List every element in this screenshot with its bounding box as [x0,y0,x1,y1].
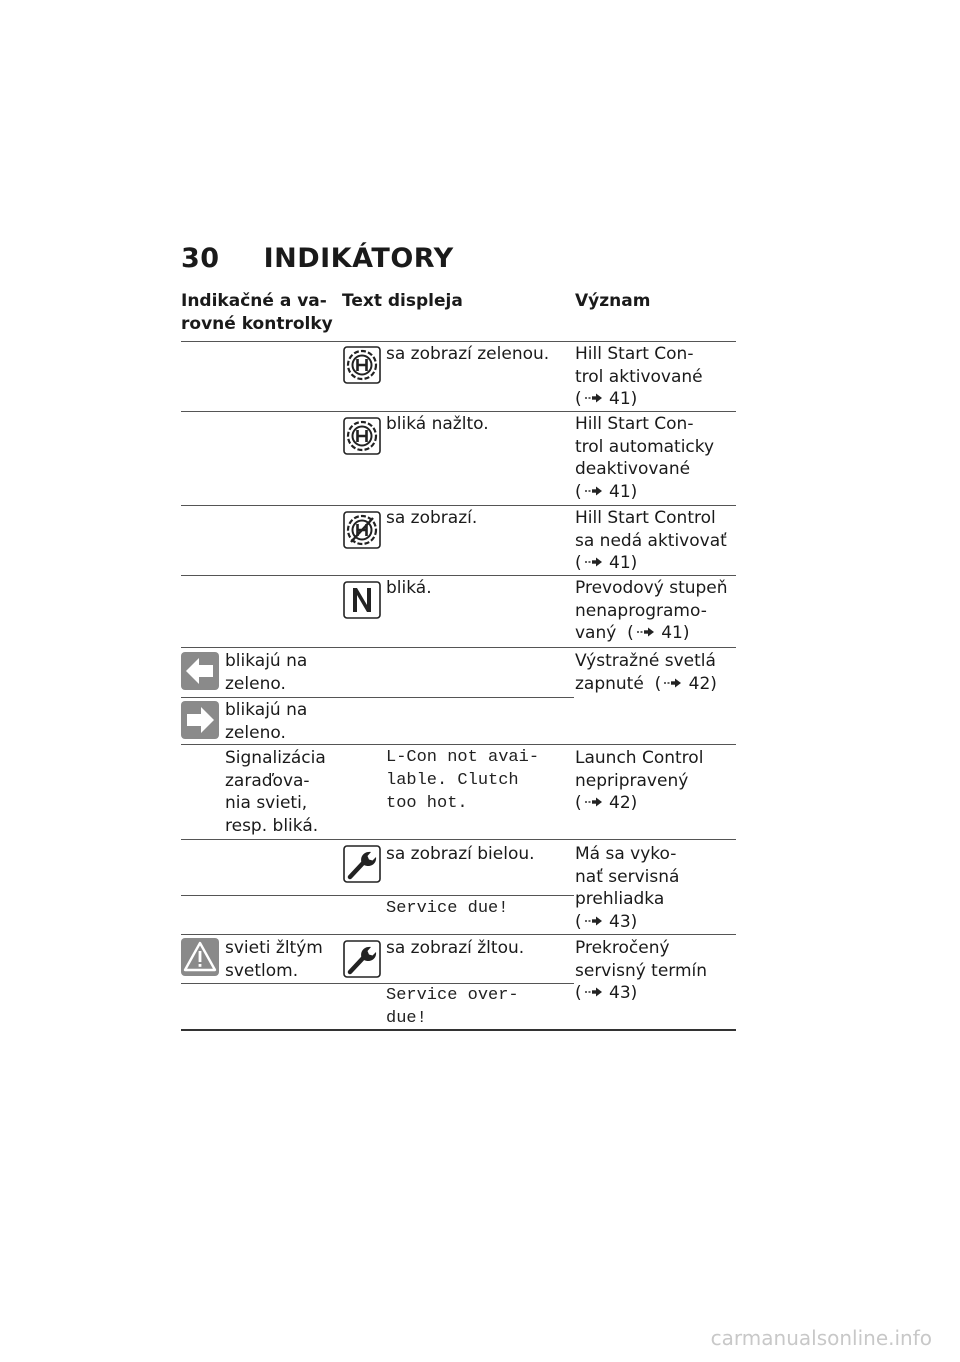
turn-right-icon [181,701,219,739]
meaning-cell: Prekročený servisný termín ( 43) [575,938,708,1003]
indicator-text: Signalizácia zaraďova- nia svieti, resp. bliká. [225,748,326,836]
indicator-text: blikajú na zeleno. [225,651,308,694]
hill-start-crossed-icon [343,511,381,549]
row-divider [181,839,736,840]
page-reference-icon [584,393,602,403]
meaning-cell: Prevodový stupeň nenaprogramo- vaný ( 41) [575,578,728,643]
meaning-cell: Launch Control nepripravený ( 42) [575,748,704,813]
column-header-meaning: Význam [575,291,651,311]
indicator-text: svieti žltým svetlom. [225,938,323,981]
row-divider [181,895,574,896]
display-text: sa zobrazí žltou. [386,938,525,958]
page-reference-icon [584,987,602,997]
neutral-gear-icon [343,581,381,619]
watermark: carmanualsonline.info [710,1326,932,1350]
section-title: INDIKÁTORY [263,243,454,274]
page-number: 30 [181,243,220,274]
column-header-display: Text displeja [342,291,463,311]
meaning-cell: Hill Start Con- trol aktivované ( 41) [575,344,703,409]
hill-start-h-icon [343,346,381,384]
turn-left-icon [181,652,219,690]
indicator-text: blikajú na zeleno. [225,700,308,743]
page-reference-icon [584,916,602,926]
row-divider [181,411,736,412]
meaning-cell: Hill Start Control sa nedá aktivovať ( 41) [575,508,727,573]
hill-start-h-icon [343,417,381,455]
page-reference-icon [636,627,654,637]
meaning-cell: Hill Start Con- trol automaticky deaktivované ( 41) [575,414,715,502]
row-divider [181,697,574,698]
row-divider [181,505,736,506]
page-reference-icon [584,486,602,496]
row-divider [181,575,736,576]
row-divider [181,934,736,935]
display-message: Service due! [386,899,509,918]
column-header-indicator [181,290,333,336]
display-text: sa zobrazí. [386,508,478,528]
wrench-icon [343,940,381,978]
meaning-cell: Má sa vyko- nať servisná prehliadka ( 43) [575,844,680,932]
wrench-icon [343,845,381,883]
display-text: bliká nažlto. [386,414,489,434]
warning-triangle-icon [181,938,219,976]
page-reference-icon [584,557,602,567]
display-text: bliká. [386,578,432,598]
column-header-indicator-line1: Indikačné a va- [181,291,327,311]
page-reference-icon [663,678,681,688]
page-reference-icon [584,797,602,807]
display-text: sa zobrazí zelenou. [386,344,550,364]
column-header-indicator-line2: rovné kontrolky [181,314,333,334]
display-message: Service over- due! [386,986,519,1028]
display-message: L-Con not avai- lable. Clutch too hot. [386,748,540,813]
page-header [181,243,454,274]
row-divider [181,647,736,648]
display-text: sa zobrazí bielou. [386,844,535,864]
row-divider [181,744,736,745]
meaning-cell: Výstražné svetlá zapnuté ( 42) [575,651,717,694]
row-divider [181,341,736,342]
